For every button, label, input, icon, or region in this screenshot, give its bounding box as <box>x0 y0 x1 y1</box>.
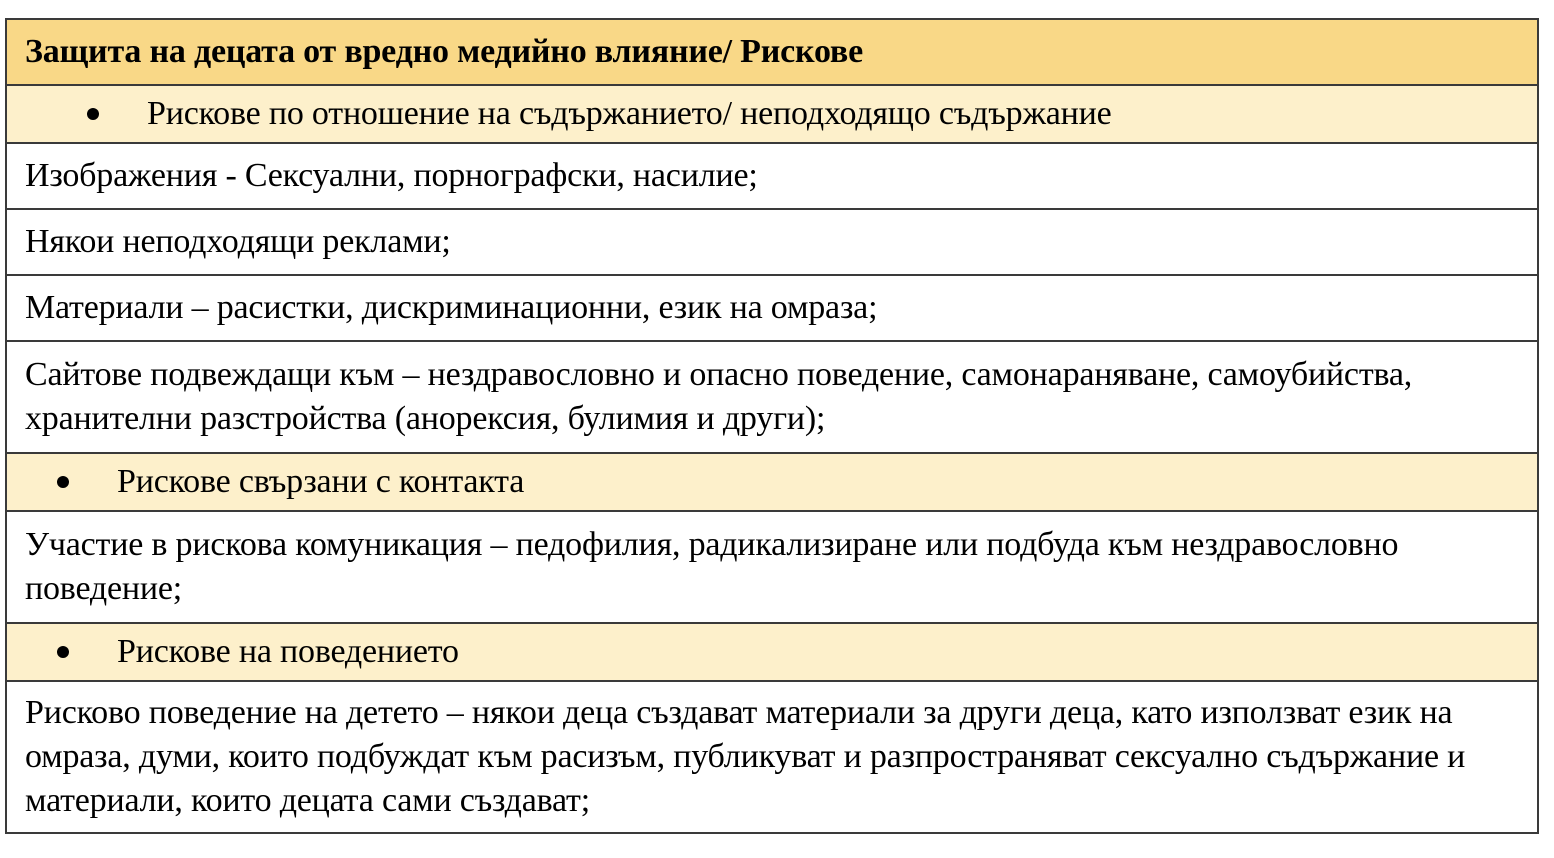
table-row <box>6 209 1538 275</box>
title-row <box>6 19 1538 85</box>
risk-item: Някои неподходящи реклами; <box>6 209 1538 275</box>
risk-item: Изображения - Сексуални, порнографски, насилие; <box>6 143 1538 209</box>
table-row <box>6 275 1538 341</box>
risk-item: Материали – расистки, дискриминационни, език на омраза; <box>6 275 1538 341</box>
table-row <box>6 681 1538 833</box>
category-label: Рискове по отношение на съдържанието/ неподходящо съдържание <box>147 95 1112 132</box>
table-title: Защита на децата от вредно медийно влияние/ Рискове <box>6 19 1538 85</box>
table-row <box>6 511 1538 623</box>
risk-table <box>5 18 1539 834</box>
table-row <box>6 341 1538 453</box>
category-row <box>6 623 1538 681</box>
risk-item: Рисково поведение на детето – някои деца създават материали за други деца, като използват език на омраза, думи, които подбуждат към расизъм, публикуват и разпространяват сексуално съдържание и материали, които децата сами създават; <box>6 681 1538 833</box>
table-row <box>6 143 1538 209</box>
bullet-icon <box>87 108 99 120</box>
category-label: Рискове на поведението <box>117 633 459 670</box>
category-row <box>6 85 1538 143</box>
risk-item: Участие в рискова комуникация – педофилия, радикализиране или подбуда към нездравословно поведение; <box>6 511 1538 623</box>
risk-item: Сайтове подвеждащи към – нездравословно и опасно поведение, самонараняване, самоубийства, хранителни разстройства (анорексия, булимия и други); <box>6 341 1538 453</box>
category-row <box>6 453 1538 511</box>
bullet-icon <box>57 476 69 488</box>
category-label: Рискове свързани с контакта <box>117 463 525 500</box>
bullet-icon <box>57 646 69 658</box>
